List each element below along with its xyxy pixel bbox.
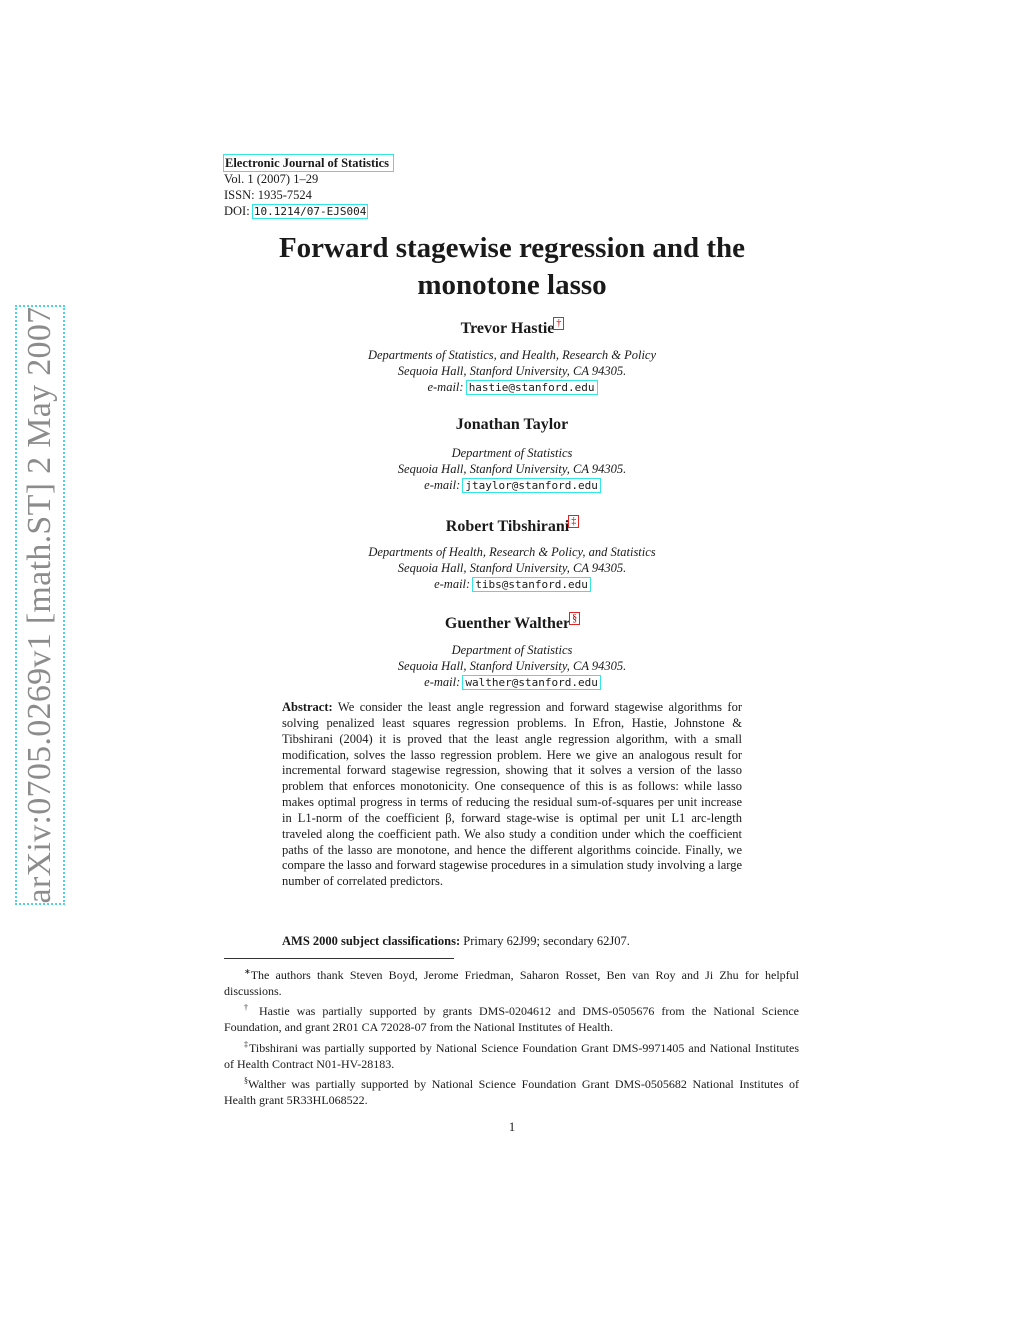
affil-line: Department of Statistics	[451, 446, 573, 460]
affil-line: Sequoia Hall, Stanford University, CA 94305.	[397, 462, 627, 476]
ams-classification	[282, 934, 630, 949]
paper-title	[0, 230, 1024, 304]
author-walther	[0, 613, 1024, 633]
doi-label: DOI:	[224, 204, 250, 218]
footnote-text: Walther was partially supported by National Science Foundation Grant DMS-0505682 National Institutes of Health grant 5R33HL068522.	[224, 1076, 799, 1107]
affil-line: Departments of Statistics, and Health, Research & Policy	[367, 348, 657, 362]
email-label: e-mail:	[424, 478, 461, 492]
footnote	[224, 1073, 799, 1109]
affil-line: Department of Statistics	[451, 643, 573, 657]
footnote-mark: §	[244, 1075, 248, 1085]
author-name: Jonathan Taylor	[455, 416, 569, 433]
abstract-label: Abstract:	[282, 700, 333, 714]
footnote	[224, 1000, 799, 1036]
journal-volume: Vol. 1 (2007) 1–29	[224, 172, 319, 186]
footnote-mark: ∗	[244, 967, 251, 976]
email-link[interactable]: tibs@stanford.edu	[475, 578, 588, 591]
affiliation-tibshirani	[0, 544, 1024, 593]
footnote-text: Tibshirani was partially supported by National Science Foundation Grant DMS-9971405 and National Institutes of Health Contract N01-HV-28183.	[224, 1040, 800, 1071]
affil-line: Departments of Health, Research & Policy, and Statistics	[368, 545, 656, 559]
footnote-text: The authors thank Steven Boyd, Jerome Friedman, Saharon Rosset, Ben van Roy and Ji Zhu for helpful discussions.	[224, 968, 799, 998]
footnote	[224, 1037, 799, 1073]
email-label: e-mail:	[427, 380, 464, 394]
journal-issn: ISSN: 1935-7524	[224, 188, 312, 202]
journal-name-link[interactable]: Electronic Journal of Statistics	[224, 155, 393, 171]
footnotes	[224, 964, 799, 1109]
doi-link[interactable]: 10.1214/07-EJS004	[253, 205, 367, 218]
footnote-divider	[224, 958, 454, 959]
author-name: Trevor Hastie	[460, 320, 555, 337]
ams-label: AMS 2000 subject classifications:	[282, 934, 461, 948]
affiliation-taylor	[0, 445, 1024, 494]
title-line-2: monotone lasso	[417, 269, 607, 301]
arxiv-stamp-text: arXiv:0705.0269v1 [math.ST] 2 May 2007	[21, 306, 58, 904]
email-link[interactable]: hastie@stanford.edu	[468, 381, 595, 394]
abstract	[282, 700, 742, 890]
footnote-mark: ‡	[244, 1039, 249, 1049]
affil-line: Sequoia Hall, Stanford University, CA 94305.	[397, 364, 627, 378]
author-name: Guenther Walther	[444, 615, 571, 632]
affil-line: Sequoia Hall, Stanford University, CA 94305.	[397, 561, 627, 575]
footnote-text: Hastie was partially supported by grants DMS-0204612 and DMS-0505676 from the National Science Foundation, and grant 2R01 CA 72028-07 from the National Institutes of Health.	[224, 1004, 800, 1035]
email-line	[0, 477, 1024, 494]
title-line-1: Forward stagewise regression and the	[278, 232, 746, 264]
footnote-mark-link[interactable]: †	[556, 318, 562, 329]
page-number: 1	[508, 1120, 516, 1134]
author-hastie	[0, 318, 1024, 338]
affiliation-walther	[0, 642, 1024, 691]
ams-text: Primary 62J99; secondary 62J07.	[463, 934, 630, 948]
email-label: e-mail:	[424, 675, 461, 689]
abstract-text: We consider the least angle regression and forward stagewise algorithms for solving penalized least squares regression problems. In Efron, Hastie, Johnstone & Tibshirani (2004) it is proved that the least angle regression algorithm, with a small modification, solves the lasso regression problem. Here we give an analogous result for incremental forward stagewise regression, showing that it solves a version of the lasso problem that enforces monotonicity. One consequence of this is as follows: while lasso makes optimal progress in terms of reducing the residual sum-of-squares per unit increase in L1-norm of the coefficient β, forward stage-wise is optimal per unit L1 arc-length traveled along the coefficient path. We also study a condition under which the coefficient paths of the lasso are monotone, and hence the different algorithms coincide. Finally, we compare the lasso and forward stagewise procedures in a simulation study involving a large number of correlated predictors.	[282, 700, 742, 889]
footnote-mark-link[interactable]: §	[572, 613, 578, 624]
email-line	[0, 576, 1024, 593]
journal-doi	[224, 203, 393, 220]
author-name: Robert Tibshirani	[445, 518, 570, 535]
email-link[interactable]: walther@stanford.edu	[465, 676, 598, 689]
affil-line: Sequoia Hall, Stanford University, CA 94305.	[397, 659, 627, 673]
author-tibshirani	[0, 516, 1024, 536]
email-link[interactable]: jtaylor@stanford.edu	[465, 479, 598, 492]
email-label: e-mail:	[434, 577, 471, 591]
footnote-mark: †	[244, 1003, 253, 1013]
affiliation-hastie	[0, 347, 1024, 396]
journal-header	[224, 155, 393, 220]
email-line	[0, 674, 1024, 691]
footnote	[224, 964, 799, 1000]
footnote-mark-link[interactable]: ‡	[571, 516, 577, 527]
email-line	[0, 379, 1024, 396]
author-taylor	[0, 416, 1024, 434]
